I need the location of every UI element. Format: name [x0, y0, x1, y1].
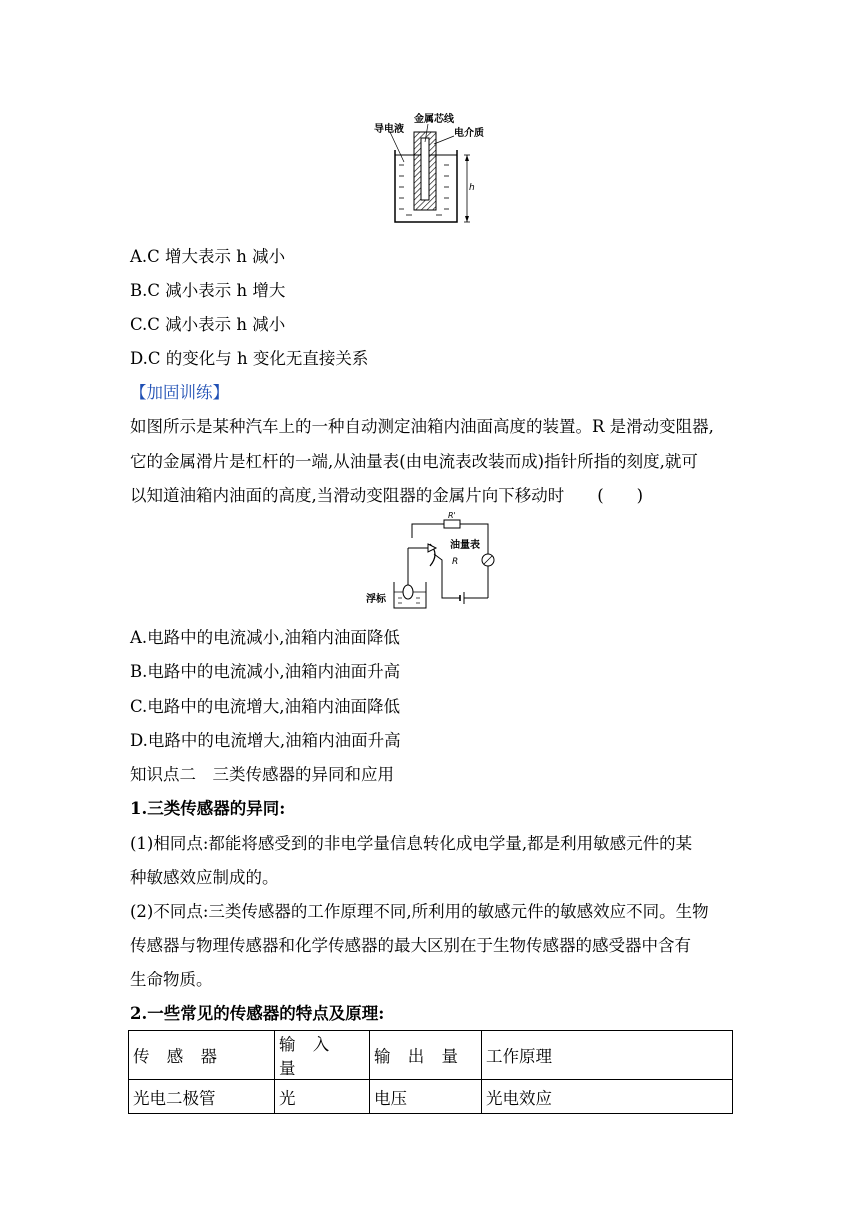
option-b: B.电路中的电流减小,油箱内油面升高 [130, 662, 401, 681]
table-header: 传 感 器 [129, 1031, 275, 1080]
table-cell: 电压 [370, 1080, 482, 1114]
table-cell: 光电二极管 [129, 1080, 275, 1114]
label-meter: 油量表 [450, 540, 480, 551]
section1-line: (2)不同点:三类传感器的工作原理不同,所利用的敏感元件的敏感效应不同。生物 [130, 902, 709, 921]
section1-line: 传感器与物理传感器和化学传感器的最大区别在于生物传感器的感受器中含有 [130, 936, 691, 955]
oil-gauge-circuit-figure [360, 508, 500, 612]
label-core: 金属芯线 [414, 114, 454, 125]
practice-text-line: 如图所示是某种汽车上的一种自动测定油箱内油面高度的装置。R 是滑动变阻器, [130, 417, 714, 436]
option-b: B.C 减小表示 h 增大 [130, 281, 286, 300]
table-header: 工作原理 [482, 1031, 733, 1080]
liquid-level-capacitor-figure [368, 110, 498, 230]
table-header-row [129, 1031, 733, 1080]
option-c: C.电路中的电流增大,油箱内油面降低 [130, 697, 401, 716]
section1-title: 1.三类传感器的异同: [130, 799, 286, 818]
sensor-table [128, 1030, 733, 1114]
practice-heading: 【加固训练】 [130, 383, 229, 402]
option-d: D.C 的变化与 h 变化无直接关系 [130, 349, 369, 368]
table-cell: 光 [275, 1080, 370, 1114]
section2-title: 2.一些常见的传感器的特点及原理: [130, 1004, 385, 1023]
section1-line: 种敏感效应制成的。 [130, 868, 279, 887]
table-row [129, 1080, 733, 1114]
knowledge-point-heading: 知识点二 三类传感器的异同和应用 [130, 765, 394, 784]
option-c: C.C 减小表示 h 减小 [130, 315, 286, 334]
label-rprime: R' [448, 511, 456, 520]
practice-text-line: 它的金属滑片是杠杆的一端,从油量表(由电流表改装而成)指针所指的刻度,就可 [130, 452, 698, 471]
option-d: D.电路中的电流增大,油箱内油面升高 [130, 731, 401, 750]
option-a: A.电路中的电流减小,油箱内油面降低 [130, 628, 400, 647]
label-r: R [452, 557, 459, 567]
label-dielectric: 电介质 [454, 128, 484, 139]
table-cell: 光电效应 [482, 1080, 733, 1114]
section1-line: (1)相同点:都能将感受到的非电学量信息转化成电学量,都是利用敏感元件的某 [130, 834, 693, 853]
option-a: A.C 增大表示 h 减小 [130, 247, 286, 266]
label-float: 浮标 [366, 594, 386, 605]
label-liquid: 导电液 [374, 124, 404, 135]
table-header: 输 入 量 [275, 1031, 370, 1080]
table-header: 输 出 量 [370, 1031, 482, 1080]
section1-line: 生命物质。 [130, 970, 213, 989]
practice-text-line: 以知道油箱内油面的高度,当滑动变阻器的金属片向下移动时 ( ) [130, 486, 644, 505]
label-h: h [469, 183, 475, 193]
